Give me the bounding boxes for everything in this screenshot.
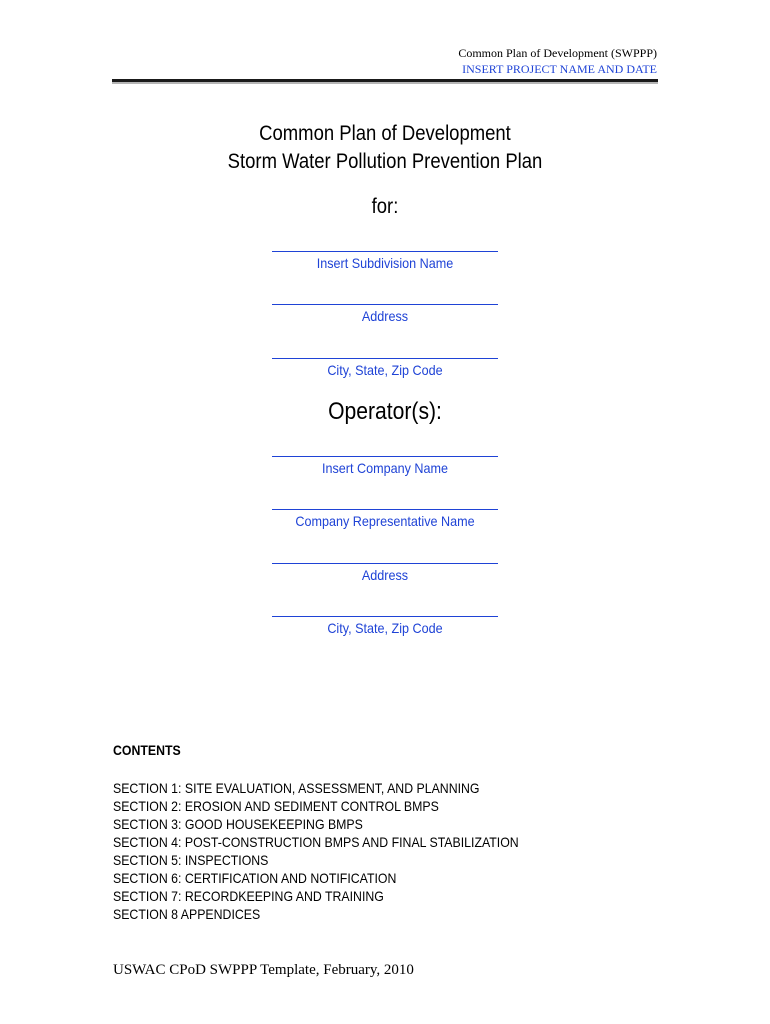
- header-project-placeholder[interactable]: INSERT PROJECT NAME AND DATE: [462, 62, 657, 76]
- contents-section-5: SECTION 5: INSPECTIONS: [113, 852, 269, 868]
- contents-section-8: SECTION 8 APPENDICES: [113, 906, 261, 922]
- company-name-line: [272, 456, 498, 457]
- contents-section-4: SECTION 4: POST-CONSTRUCTION BMPS AND FINAL STABILIZATION: [113, 834, 519, 850]
- city-state-zip-field[interactable]: City, State, Zip Code: [327, 362, 443, 378]
- header-document-title: Common Plan of Development (SWPPP): [458, 46, 657, 60]
- operator-address-line: [272, 563, 498, 564]
- operator-city-state-zip-field[interactable]: City, State, Zip Code: [327, 620, 443, 636]
- contents-section-3: SECTION 3: GOOD HOUSEKEEPING BMPS: [113, 816, 363, 832]
- contents-section-7: SECTION 7: RECORDKEEPING AND TRAINING: [113, 888, 384, 904]
- title-line-1: Common Plan of Development: [259, 122, 511, 145]
- operator-address-field[interactable]: Address: [361, 567, 409, 583]
- footer-text: USWAC CPoD SWPPP Template, February, 2010: [113, 962, 414, 978]
- subdivision-name-field[interactable]: Insert Subdivision Name: [316, 255, 454, 271]
- header-rule-shadow: [112, 82, 658, 84]
- contents-list: [113, 779, 574, 923]
- company-representative-field[interactable]: Company Representative Name: [295, 513, 475, 529]
- contents-section-2: SECTION 2: EROSION AND SEDIMENT CONTROL BMPS: [113, 798, 439, 814]
- company-name-field[interactable]: Insert Company Name: [321, 460, 449, 476]
- subdivision-name-line: [272, 251, 498, 252]
- contents-section-1: SECTION 1: SITE EVALUATION, ASSESSMENT, AND PLANNING: [113, 780, 480, 796]
- address-field[interactable]: Address: [361, 308, 409, 324]
- for-label: for:: [371, 195, 399, 218]
- title-line-2: Storm Water Pollution Prevention Plan: [227, 150, 543, 173]
- contents-section-6: SECTION 6: CERTIFICATION AND NOTIFICATION: [113, 870, 397, 886]
- address-line: [272, 304, 498, 305]
- contents-heading: CONTENTS: [113, 742, 181, 758]
- operators-label: Operator(s):: [328, 398, 442, 425]
- company-representative-line: [272, 509, 498, 510]
- operator-city-state-zip-line: [272, 616, 498, 617]
- city-state-zip-line: [272, 358, 498, 359]
